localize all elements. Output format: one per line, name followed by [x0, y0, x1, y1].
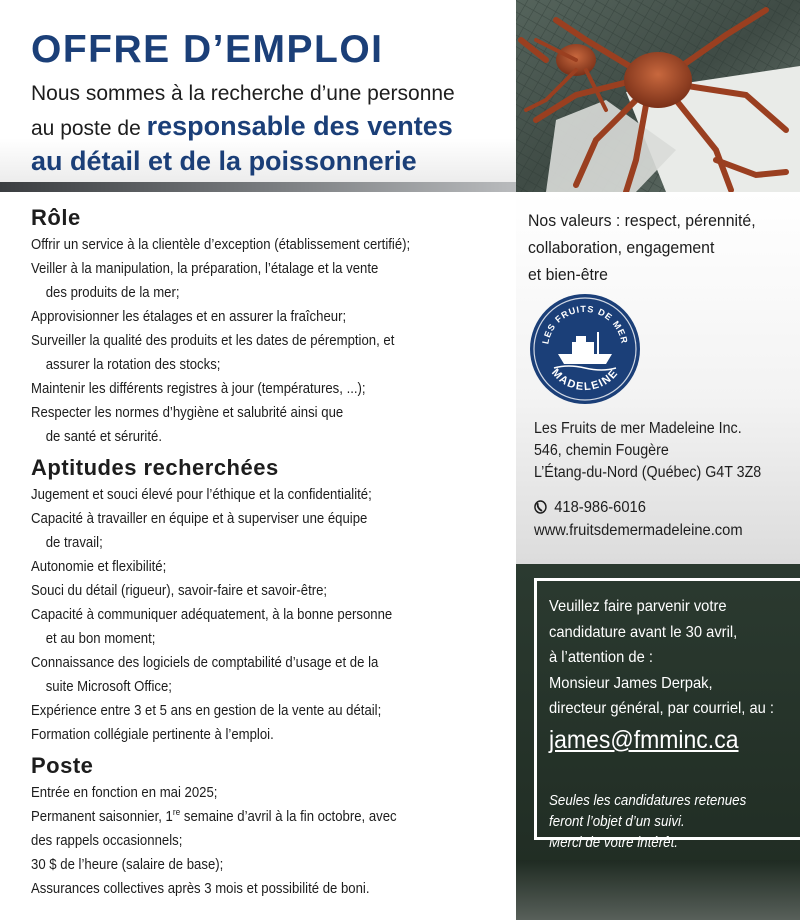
role-item: Surveiller la qualité des produits et les dates de péremption, et: [31, 333, 395, 349]
values-line: et bien-être: [528, 265, 608, 284]
note-line: feront l’objet d’un suivi.: [549, 814, 685, 830]
poste-item: [31, 805, 473, 829]
poste-item: Assurances collectives après 3 mois et possibilité de boni.: [31, 881, 370, 897]
apply-line: candidature avant le 30 avril,: [549, 623, 738, 641]
logo-bottom-text: MADELEINE: [549, 366, 621, 394]
aptitude-item: Expérience entre 3 et 5 ans en gestion de la vente au détail;: [31, 703, 382, 719]
apply-line: Veuillez faire parvenir votre: [549, 598, 727, 615]
intro-text: [31, 78, 511, 177]
role-heading: Rôle: [31, 205, 81, 230]
values-line: collaboration, engagement: [528, 238, 715, 257]
role-item: Maintenir les différents registres à jour (températures, ...);: [31, 381, 366, 397]
apply-note: [549, 791, 779, 854]
apply-line: directeur général, par courriel, au :: [549, 700, 775, 717]
company-address: [534, 418, 779, 484]
note-line: Seules les candidatures retenues: [549, 793, 747, 809]
poste-season-a: Permanent saisonnier, 1: [31, 809, 173, 825]
note-line: Merci de votre intérêt.: [549, 835, 679, 851]
poste-item: des rappels occasionnels;: [31, 833, 183, 849]
aptitude-item: Connaissance des logiciels de comptabilité d’usage et de la: [31, 655, 379, 671]
intro-line-2: [31, 110, 511, 145]
apply-bottom-fade: [516, 860, 800, 920]
company-logo: [528, 292, 642, 406]
right-column: [516, 192, 800, 564]
company-values: [528, 207, 779, 288]
aptitude-item: Capacité à travailler en équipe et à superviser une équipe: [31, 511, 368, 527]
apply-line: à l’attention de :: [549, 649, 653, 666]
company-city: L’Étang-du-Nord (Québec) G4T 3Z8: [534, 464, 762, 481]
email-link[interactable]: james@fmminc.ca: [549, 726, 739, 754]
role-item: Offrir un service à la clientèle d’exception (établissement certifié);: [31, 237, 411, 253]
poste-season-b: semaine d’avril à la fin octobre, avec: [180, 809, 397, 825]
role-item: des produits de la mer;: [45, 285, 180, 301]
aptitude-item: suite Microsoft Office;: [45, 679, 172, 695]
role-item: Veiller à la manipulation, la préparation, l’étalage et la vente: [31, 261, 379, 277]
apply-box: [534, 578, 800, 851]
page-title: OFFRE D’EMPLOI: [31, 28, 384, 71]
aptitude-item: Jugement et souci élevé pour l’éthique et la confidentialité;: [31, 487, 372, 503]
aptitude-item: de travail;: [45, 535, 103, 551]
logo-top-text: LES FRUITS DE MER: [540, 303, 630, 345]
aptitude-item: Capacité à communiquer adéquatement, à la bonne personne: [31, 607, 393, 623]
apply-line: Monsieur James Derpak,: [549, 674, 713, 692]
job-title-part-1: responsable des ventes: [146, 111, 453, 141]
company-street: 546, chemin Fougère: [534, 442, 669, 459]
crab-illustration: [516, 0, 800, 192]
intro-prefix: au poste de: [31, 117, 141, 140]
aptitudes-heading: Aptitudes recherchées: [31, 455, 279, 480]
left-column: [31, 205, 511, 901]
aptitude-item: Formation collégiale pertinente à l’emploi.: [31, 727, 274, 743]
company-contact: [534, 496, 779, 542]
poste-item: 30 $ de l’heure (salaire de base);: [31, 857, 224, 873]
job-title-part-2: au détail et de la poissonnerie: [31, 146, 417, 176]
phone-line[interactable]: [534, 496, 779, 519]
role-item: assurer la rotation des stocks;: [45, 357, 221, 373]
poste-item: Entrée en fonction en mai 2025;: [31, 785, 218, 801]
crab-photo: [516, 0, 800, 192]
apply-instructions: [549, 594, 779, 722]
aptitude-item: et au bon moment;: [45, 631, 156, 647]
poste-heading: Poste: [31, 753, 94, 778]
company-name: Les Fruits de mer Madeleine Inc.: [534, 420, 742, 437]
website-link[interactable]: www.fruitsdemermadeleine.com: [534, 522, 743, 539]
header: [0, 0, 516, 192]
apply-panel: [516, 564, 800, 920]
role-item: de santé et sérurité.: [45, 429, 162, 445]
phone-number: 418-986-6016: [554, 499, 646, 516]
intro-line-1: Nous sommes à la recherche d’une personne: [31, 82, 455, 105]
phone-icon: [534, 500, 549, 514]
aptitude-item: Autonomie et flexibilité;: [31, 559, 167, 575]
header-band: [0, 182, 516, 192]
role-item: Respecter les normes d’hygiène et salubrité ainsi que: [31, 405, 344, 421]
role-item: Approvisionner les étalages et en assurer la fraîcheur;: [31, 309, 347, 325]
values-line: Nos valeurs : respect, pérennité,: [528, 211, 756, 230]
ordinal-suffix: re: [172, 807, 181, 818]
aptitude-item: Souci du détail (rigueur), savoir-faire et savoir-être;: [31, 583, 328, 599]
